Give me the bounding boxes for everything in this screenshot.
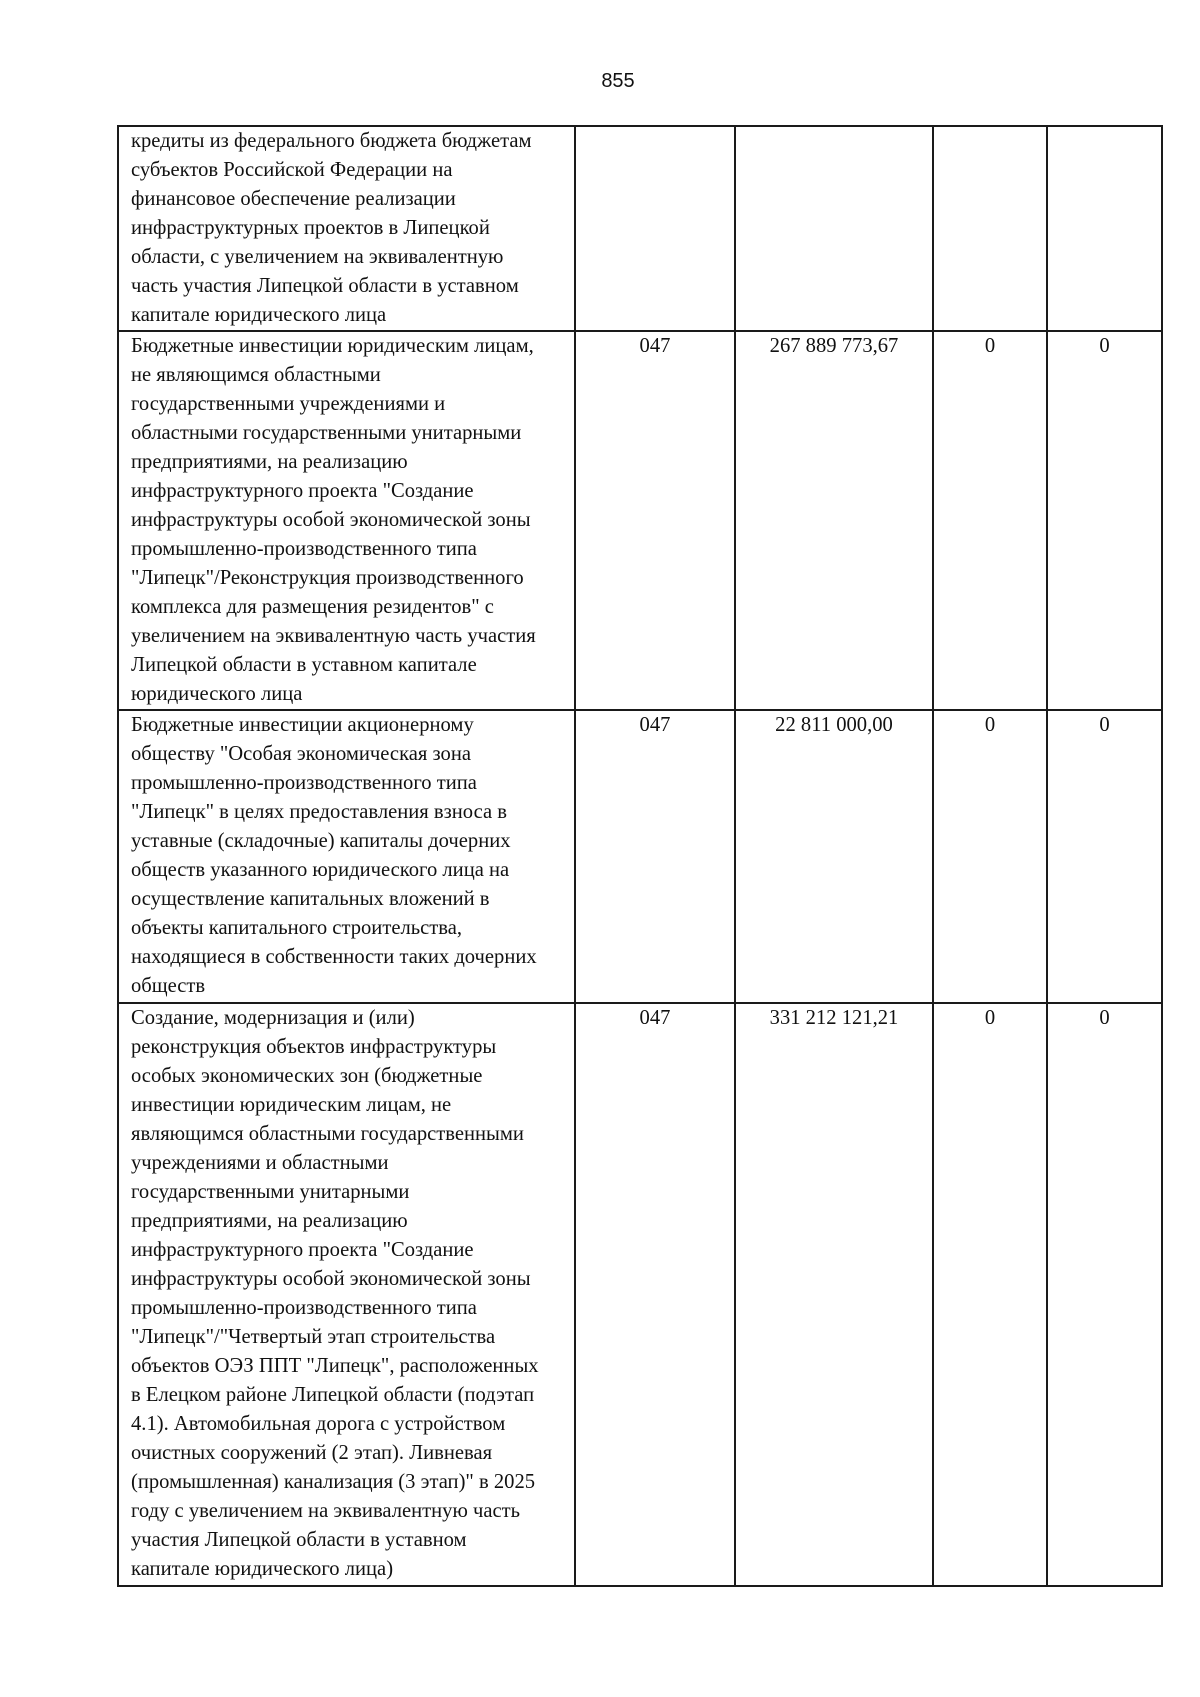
row-amount: 331 212 121,21 [735, 1003, 933, 1586]
row-value-5: 0 [1047, 710, 1162, 1003]
page-number: 855 [601, 70, 635, 92]
row-value-4 [933, 126, 1047, 331]
row-code: 047 [575, 331, 735, 710]
budget-table [117, 125, 1163, 1587]
row-value-5: 0 [1047, 331, 1162, 710]
row-code: 047 [575, 1003, 735, 1586]
row-amount [735, 126, 933, 331]
table-row [118, 331, 1162, 710]
row-description: Бюджетные инвестиции юридическим лицам, не являющимся областными государственными учреждениями и областными государственными унитарными предприятиями, на реализацию инфраструктурного проекта "Создание инфраструктуры особой экономической зоны промышленно-производственного типа "Липецк"/Реконструкция производственного комплекса для размещения резидентов" с увеличением на эквивалентную часть участия Липецкой области в уставном капитале юридического лица [118, 331, 575, 710]
row-description: Бюджетные инвестиции акционерному обществу "Особая экономическая зона промышленно-производственного типа "Липецк" в целях предоставления взноса в уставные (складочные) капиталы дочерних обществ указанного юридического лица на осуществление капитальных вложений в объекты капитального строительства, находящиеся в собственности таких дочерних обществ [118, 710, 575, 1003]
table-row [118, 710, 1162, 1003]
row-code [575, 126, 735, 331]
row-value-4: 0 [933, 331, 1047, 710]
row-description: кредиты из федерального бюджета бюджетам субъектов Российской Федерации на финансовое обеспечение реализации инфраструктурных проектов в Липецкой области, с увеличением на эквивалентную часть участия Липецкой области в уставном капитале юридического лица [118, 126, 575, 331]
row-value-4: 0 [933, 710, 1047, 1003]
row-amount: 267 889 773,67 [735, 331, 933, 710]
table-row [118, 126, 1162, 331]
row-description: Создание, модернизация и (или) реконструкция объектов инфраструктуры особых экономических зон (бюджетные инвестиции юридическим лицам, не являющимся областными государственными учреждениями и областными государственными унитарными предприятиями, на реализацию инфраструктурного проекта "Создание инфраструктуры особой экономической зоны промышленно-производственного типа "Липецк"/"Четвертый этап строительства объектов ОЭЗ ППТ "Липецк", расположенных в Елецком районе Липецкой области (подэтап 4.1). Автомобильная дорога с устройством очистных сооружений (2 этап). Ливневая (промышленная) канализация (3 этап)" в 2025 году с увеличением на эквивалентную часть участия Липецкой области в уставном капитале юридического лица) [118, 1003, 575, 1586]
table-row [118, 1003, 1162, 1586]
row-value-5: 0 [1047, 1003, 1162, 1586]
row-amount: 22 811 000,00 [735, 710, 933, 1003]
row-code: 047 [575, 710, 735, 1003]
row-value-4: 0 [933, 1003, 1047, 1586]
row-value-5 [1047, 126, 1162, 331]
